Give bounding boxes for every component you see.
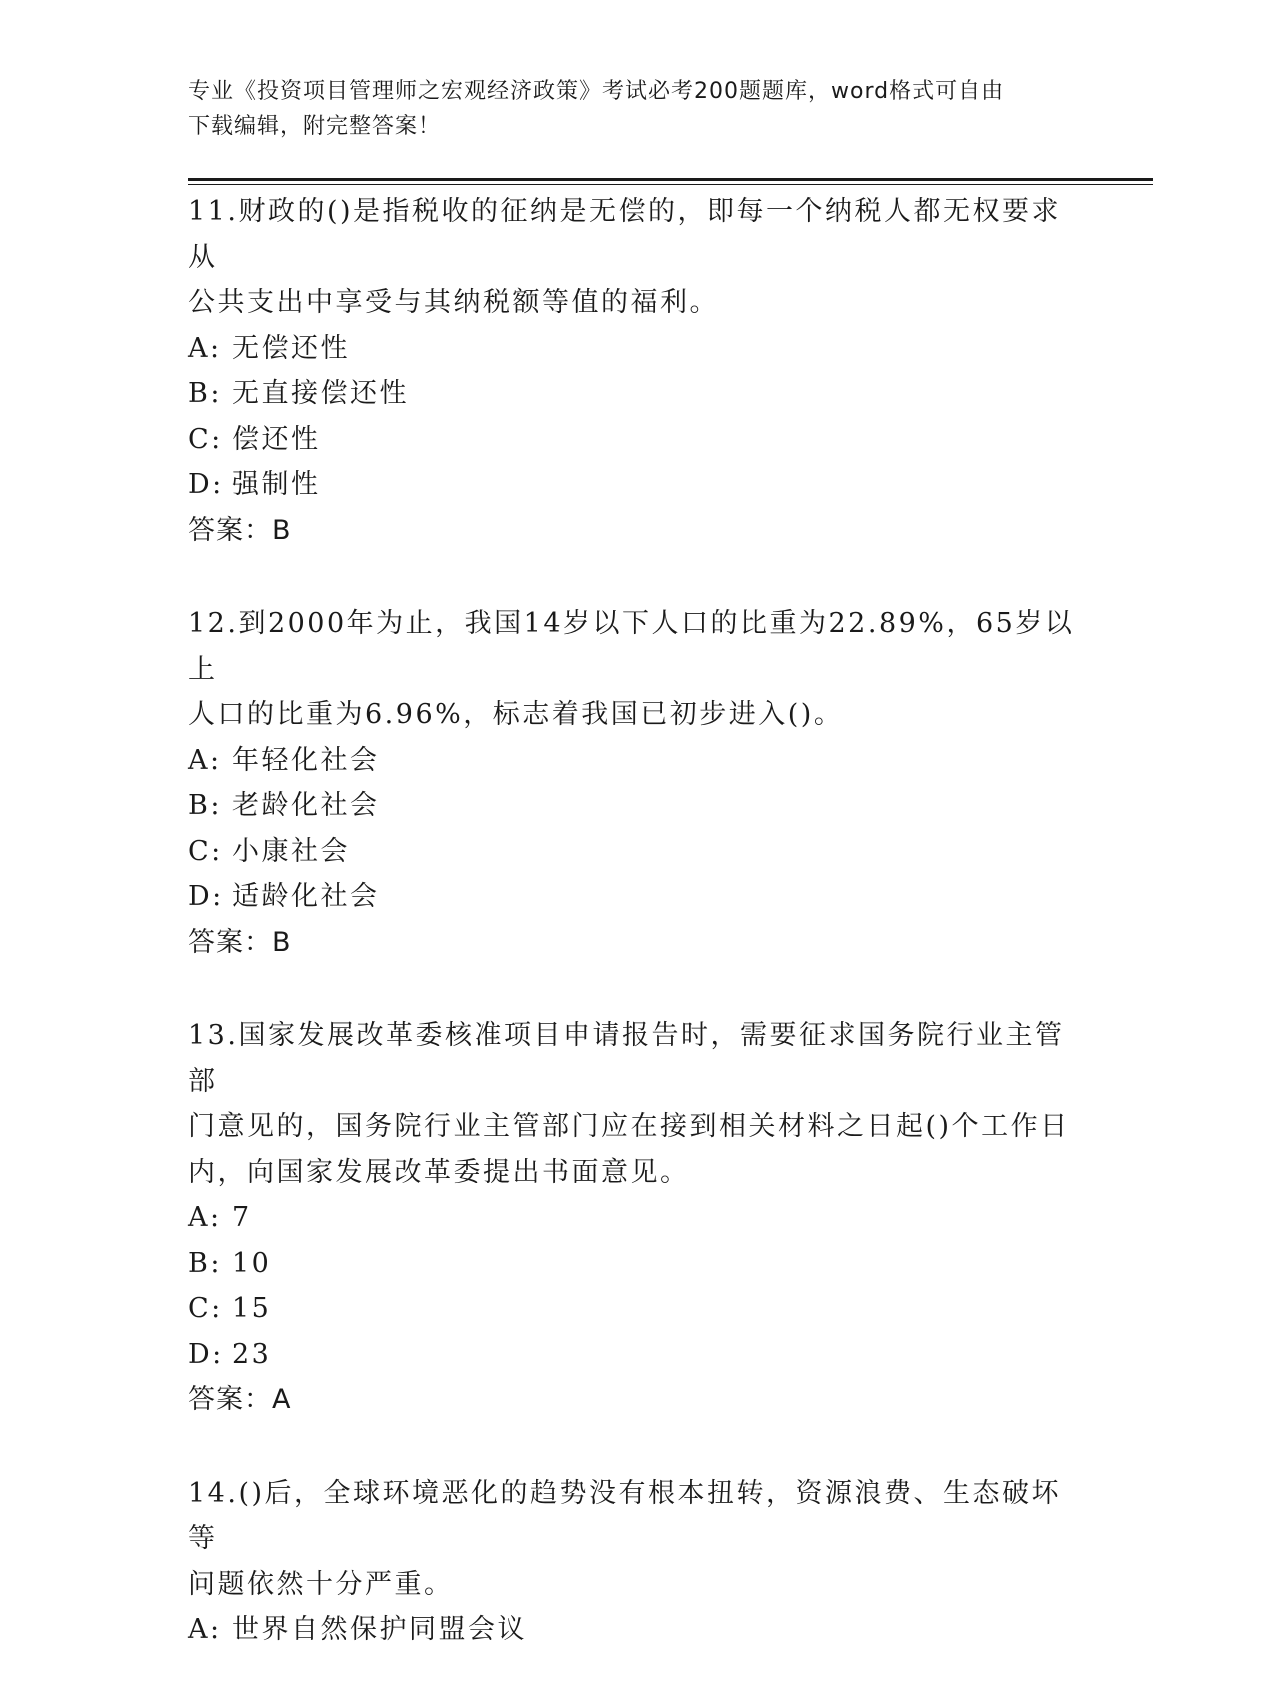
option-a <box>188 326 1088 372</box>
question-text <box>188 601 1088 738</box>
option-letter: D: <box>188 1338 224 1370</box>
option-b <box>188 1241 1088 1287</box>
option-text: 强制性 <box>232 469 321 500</box>
option-text: 适龄化社会 <box>232 881 380 912</box>
option-d <box>188 462 1088 508</box>
option-letter: B: <box>188 378 222 409</box>
option-text: 年轻化社会 <box>232 744 380 776</box>
question-text-line: 11.财政的()是指税收的征纳是无偿的，即每一个纳税人都无权要求从 <box>188 196 1062 273</box>
question-list <box>188 189 1088 1701</box>
option-text: 偿还性 <box>232 423 321 455</box>
option-a <box>188 738 1088 784</box>
question-text-line: 公共支出中享受与其纳税额等值的福利。 <box>188 287 719 318</box>
question-12 <box>188 601 1088 965</box>
question-text-line: 门意见的，国务院行业主管部门应在接到相关材料之日起()个工作日 <box>188 1111 1070 1142</box>
question-text <box>188 189 1088 326</box>
question-14 <box>188 1471 1088 1653</box>
header-line-1: 专业《投资项目管理师之宏观经济政策》考试必考200题题库，word格式可自由 <box>188 79 1005 104</box>
option-letter: A: <box>188 744 222 776</box>
question-text <box>188 1471 1088 1608</box>
option-b <box>188 783 1088 829</box>
question-text <box>188 1013 1088 1195</box>
option-text: 23 <box>232 1338 272 1370</box>
header-divider-thick <box>188 178 1153 181</box>
option-text: 无直接偿还性 <box>232 378 409 409</box>
question-11 <box>188 189 1088 553</box>
option-letter: C: <box>188 1293 223 1324</box>
question-text-line: 14.()后，全球环境恶化的趋势没有根本扭转，资源浪费、生态破坏等 <box>188 1477 1062 1554</box>
option-a <box>188 1607 1088 1653</box>
option-text: 10 <box>232 1247 272 1279</box>
option-d <box>188 1332 1088 1378</box>
option-b <box>188 371 1088 417</box>
option-letter: D: <box>188 469 224 500</box>
option-letter: A: <box>188 332 222 364</box>
option-letter: A: <box>188 1202 222 1233</box>
question-text-line: 12.到2000年为止，我国14岁以下人口的比重为22.89%，65岁以上 <box>188 608 1075 685</box>
option-d <box>188 874 1088 920</box>
option-text: 老龄化社会 <box>232 790 380 821</box>
question-text-line: 人口的比重为6.96%，标志着我国已初步进入()。 <box>188 699 844 730</box>
option-c <box>188 417 1088 463</box>
option-text: 无偿还性 <box>232 332 350 364</box>
question-text-line: 13.国家发展改革委核准项目申请报告时，需要征求国务院行业主管部 <box>188 1020 1065 1097</box>
option-c <box>188 1286 1088 1332</box>
answer-label: 答案：B <box>188 926 292 958</box>
option-letter: C: <box>188 835 223 867</box>
option-c <box>188 829 1088 875</box>
question-13 <box>188 1013 1088 1423</box>
option-letter: A: <box>188 1614 222 1645</box>
option-text: 7 <box>232 1202 252 1233</box>
answer-label: 答案：B <box>188 514 292 546</box>
option-text: 小康社会 <box>232 835 350 867</box>
option-text: 15 <box>232 1293 272 1324</box>
option-letter: B: <box>188 790 222 821</box>
answer-label: 答案：A <box>188 1384 292 1415</box>
header-line-2: 下载编辑，附完整答案！ <box>188 114 442 139</box>
option-letter: D: <box>188 881 224 912</box>
document-header <box>188 74 1088 144</box>
question-text-line: 内，向国家发展改革委提出书面意见。 <box>188 1156 690 1188</box>
header-divider-thin <box>188 184 1153 185</box>
question-text-line: 问题依然十分严重。 <box>188 1568 454 1600</box>
option-letter: C: <box>188 423 223 455</box>
option-text: 世界自然保护同盟会议 <box>232 1614 527 1645</box>
option-letter: B: <box>188 1247 222 1279</box>
option-a <box>188 1195 1088 1241</box>
